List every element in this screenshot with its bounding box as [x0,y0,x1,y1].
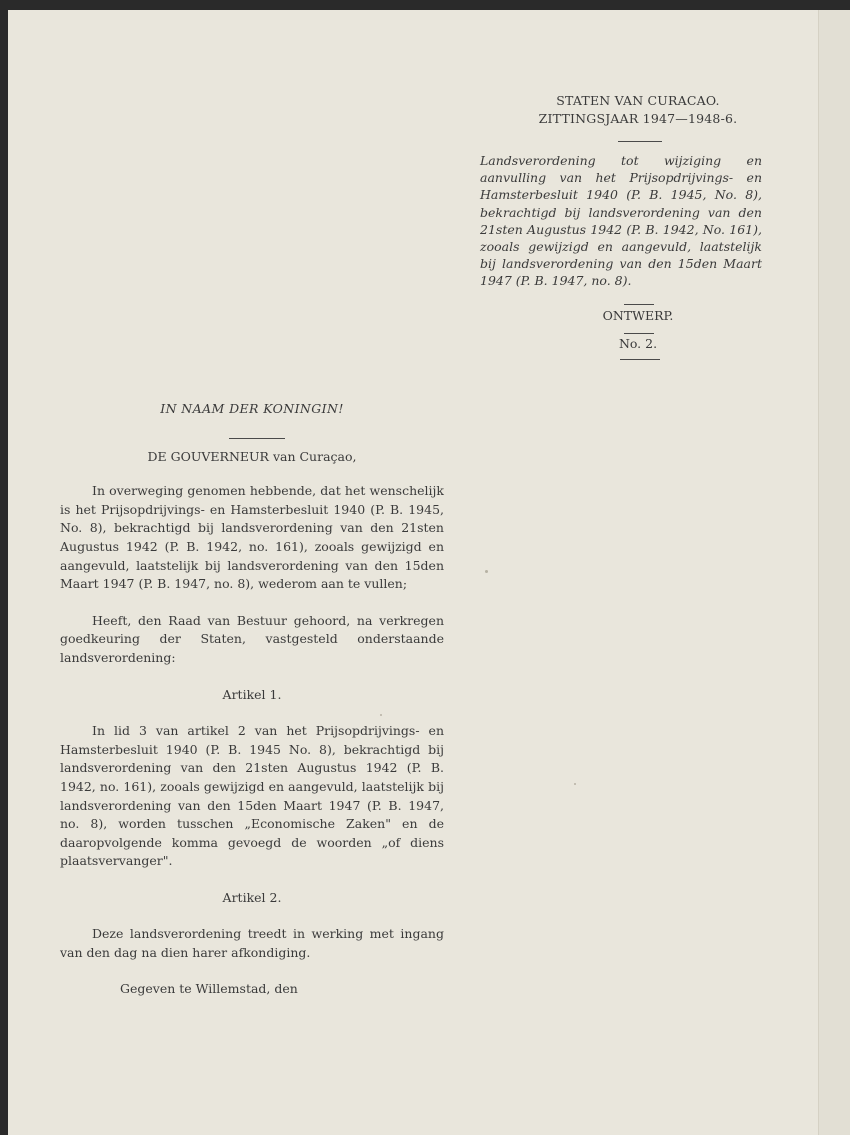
article-1-heading: Artikel 1. [222,686,282,702]
closing-line: Gegeven te Willemstad, den [120,980,298,996]
divider [229,438,285,439]
article-2-text: Deze landsverordening treedt in werking met ingang van den dag na dien harer afkondiging. [60,926,444,961]
paper-speck [574,783,576,785]
divider [620,359,660,360]
preamble-paragraph: In overweging genomen hebbende, dat het wenschelijk is het Prijsopdrijvings- en Hamsterbesluit 1940 (P. B. 1945, No. 8), bekrachtigd bij landsverordening van den 21sten Augustus 1942 (P. B. 1942, no. 161), zooals gewijzigd en aangevuld, laatstelijk bij landsverordening van den 15den Maart 1947 (P. B. 1947, no. 8), wederom aan te vullen; [60,483,444,592]
ordinance-title: Landsverordening tot wijziging en aanvulling van het Prijsopdrijvings- en Hamsterbesluit 1940 (P. B. 1945, No. 8), bekrachtigd bij landsverordening van den 21sten Augustus 1942 (P. B. 1942, No. 161), zooals gewijzigd en aangevuld, laatstelijk bij landsverordening van den 15den Maart 1947 (P. B. 1947, no. 8). [480,153,762,289]
governor-title: DE GOUVERNEUR [147,448,269,464]
governor-place: van Curaçao, [268,448,357,464]
enactment-paragraph: Heeft, den Raad van Bestuur gehoord, na verkregen goedkeuring der Staten, vastgesteld onderstaande landsverordening: [60,612,444,665]
paper-speck [380,714,382,716]
divider [624,333,654,334]
draft-label: ONTWERP. [602,307,674,323]
divider [618,141,662,142]
page-edge [818,10,850,1135]
article-1-text: In lid 3 van artikel 2 van het Prijsopdrijvings- en Hamsterbesluit 1940 (P. B. 1945 No. 8), bekrachtigd bij landsverordening van den 21sten Augustus 1942 (P. B. 1942, no. 161), zooals gewijzigd en aangevuld, laatstelijk bij landsverordening van den 15den Maart 1947 (P. B. 1947, no. 8), worden tusschen „Economische Zaken" en de daaropvolgende komma gevoegd de woorden „of diens plaatsvervanger". [60,723,444,869]
header-block [478,92,764,360]
header-title: STATEN VAN CURACAO. [556,93,720,108]
invocation: IN NAAM DER KONINGIN! [160,401,344,416]
draft-number: No. 2. [618,335,658,351]
ordinance-body [60,400,444,998]
paper-speck [485,570,488,573]
governor-line [60,448,444,467]
session-year: ZITTINGSJAAR 1947—1948-6. [538,111,738,126]
article-2-heading: Artikel 2. [222,889,282,905]
divider [624,304,654,305]
